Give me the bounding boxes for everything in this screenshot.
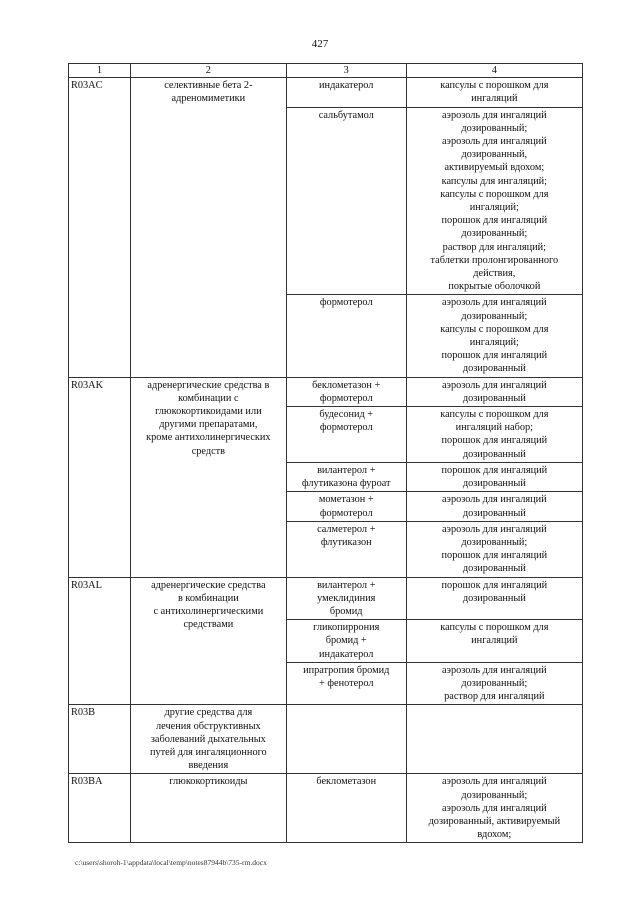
table-row bbox=[69, 377, 583, 406]
dosage-forms-cell-line: ингаляций набор; bbox=[455, 422, 534, 434]
dosage-forms-cell bbox=[406, 577, 582, 620]
dosage-forms-cell-line: порошок для ингаляций bbox=[441, 350, 548, 362]
dosage-forms-cell-line: капсулы с порошком для bbox=[440, 323, 549, 335]
pharmacological-group-cell-line: введения bbox=[188, 760, 229, 772]
pharmacological-group-cell-line: средств bbox=[191, 445, 226, 457]
dosage-forms-cell bbox=[406, 620, 582, 663]
pharmacological-group-cell-line: лечения обструктивных bbox=[156, 720, 261, 732]
dosage-forms-cell-line: таблетки пролонгированного bbox=[430, 254, 559, 266]
dosage-forms-cell bbox=[406, 705, 582, 774]
dosage-forms-cell-line: дозированный bbox=[462, 563, 526, 575]
page-number: 427 bbox=[311, 38, 329, 50]
dosage-forms-cell-line: ингаляций bbox=[471, 93, 518, 105]
table-row bbox=[69, 577, 583, 620]
dosage-forms-cell-line: аэрозоль для ингаляций bbox=[441, 523, 547, 535]
drug-name-cell-line: беклометазон bbox=[316, 776, 377, 788]
dosage-forms-cell-line: аэрозоль для ингаляций bbox=[441, 136, 547, 148]
table-row bbox=[69, 705, 583, 774]
dosage-forms-cell bbox=[406, 521, 582, 577]
dosage-forms-cell-line: раствор для ингаляций; bbox=[442, 241, 546, 253]
pharmacological-group-cell-line: глюкокортикоидами или bbox=[155, 406, 262, 418]
drug-name-cell-line: + фенотерол bbox=[318, 677, 374, 689]
dosage-forms-cell-line: ингаляций; bbox=[469, 202, 519, 214]
drug-name-cell-line: индакатерол bbox=[319, 80, 374, 92]
drug-name-cell-line: флутиказон bbox=[320, 536, 372, 548]
dosage-forms-cell bbox=[406, 107, 582, 295]
drug-classification-table bbox=[68, 63, 583, 843]
drug-name-cell-line: формотерол bbox=[319, 297, 373, 309]
drug-name-cell-line: ипратропия бромид bbox=[303, 664, 390, 676]
pharmacological-group-cell-line: с антихолинергическими bbox=[153, 605, 264, 617]
drug-name-cell-line: бромид + bbox=[325, 635, 367, 647]
pharmacological-group-cell-line: комбинации с bbox=[178, 392, 239, 404]
drug-name-cell bbox=[286, 521, 406, 577]
dosage-forms-cell-line: действия, bbox=[473, 268, 516, 280]
pharmacological-group-cell-line: адренергические средства в bbox=[147, 379, 270, 391]
drug-name-cell-line: индакатерол bbox=[319, 648, 374, 660]
drug-name-cell bbox=[286, 492, 406, 521]
drug-name-cell-line: формотерол bbox=[319, 422, 373, 434]
dosage-forms-cell-line: аэрозоль для ингаляций bbox=[441, 664, 547, 676]
dosage-forms-cell-line: порошок для ингаляций bbox=[441, 215, 548, 227]
dosage-forms-cell-line: покрытые оболочкой bbox=[448, 281, 541, 293]
dosage-forms-cell-line: капсулы для ингаляций; bbox=[441, 175, 548, 187]
dosage-forms-cell-line: дозированный bbox=[462, 507, 526, 519]
pharmacological-group-cell-line: в комбинации bbox=[177, 592, 239, 604]
drug-name-cell-line: формотерол bbox=[319, 392, 373, 404]
dosage-forms-cell bbox=[406, 492, 582, 521]
dosage-forms-cell-line: дозированный; bbox=[461, 122, 528, 134]
dosage-forms-cell bbox=[406, 662, 582, 705]
drug-name-cell bbox=[286, 620, 406, 663]
drug-name-cell bbox=[286, 295, 406, 377]
pharmacological-group-cell-line: средствами bbox=[183, 619, 234, 631]
file-path-footer: c:\users\shoroh-1\appdata\local\temp\notes87944b\735-rm.docx bbox=[75, 858, 267, 867]
drug-name-cell-line: вилантерол + bbox=[317, 579, 376, 591]
pharmacological-group-cell-line: заболеваний дыхательных bbox=[150, 733, 266, 745]
dosage-forms-cell-line: аэрозоль для ингаляций bbox=[441, 494, 547, 506]
pharmacological-group-cell-line: глюкокортикоиды bbox=[169, 776, 248, 788]
dosage-forms-cell-line: порошок для ингаляций bbox=[441, 550, 548, 562]
header-cell-2: 2 bbox=[130, 64, 286, 78]
drug-name-cell-line: беклометазон + bbox=[312, 379, 381, 391]
dosage-forms-cell-line: аэрозоль для ингаляций bbox=[441, 297, 547, 309]
drug-name-cell bbox=[286, 107, 406, 295]
drug-name-cell bbox=[286, 662, 406, 705]
dosage-forms-cell-line: дозированный bbox=[462, 448, 526, 460]
dosage-forms-cell-line: аэрозоль для ингаляций bbox=[441, 802, 547, 814]
dosage-forms-cell-line: дозированный; bbox=[461, 228, 528, 240]
pharmacological-group-cell-line: кроме антихолинергических bbox=[146, 432, 271, 444]
drug-name-cell-line: формотерол bbox=[319, 507, 373, 519]
dosage-forms-cell-line: порошок для ингаляций bbox=[441, 464, 548, 476]
header-cell-4: 4 bbox=[406, 64, 582, 78]
dosage-forms-cell-line: дозированный; bbox=[461, 677, 528, 689]
dosage-forms-cell bbox=[406, 295, 582, 377]
dosage-forms-cell bbox=[406, 462, 582, 491]
drug-name-cell bbox=[286, 407, 406, 463]
table-header-row bbox=[69, 64, 583, 78]
dosage-forms-cell bbox=[406, 78, 582, 107]
drug-name-cell-line: салметерол + bbox=[317, 523, 376, 535]
pharmacological-group-cell-line: адренергические средства bbox=[151, 579, 266, 591]
pharmacological-group-cell-line: адреномиметики bbox=[171, 93, 246, 105]
drug-name-cell-line: гликопиррония bbox=[313, 622, 380, 634]
atc-code-cell: R03AC bbox=[69, 78, 131, 377]
dosage-forms-cell-line: дозированный, активируемый bbox=[428, 815, 561, 827]
dosage-forms-cell-line: аэрозоль для ингаляций bbox=[441, 109, 547, 121]
drug-name-cell-line: будесонид + bbox=[319, 409, 374, 421]
pharmacological-group-cell bbox=[130, 78, 286, 377]
drug-name-cell-line: бромид bbox=[329, 605, 363, 617]
drug-name-cell-line: мометазон + bbox=[318, 494, 374, 506]
atc-code-cell: R03BA bbox=[69, 774, 131, 843]
pharmacological-group-cell-line: путей для ингаляционного bbox=[149, 746, 267, 758]
drug-name-cell bbox=[286, 377, 406, 406]
pharmacological-group-cell bbox=[130, 377, 286, 577]
atc-code-cell: R03AK bbox=[69, 377, 131, 577]
dosage-forms-cell-line: дозированный; bbox=[461, 310, 528, 322]
drug-name-cell bbox=[286, 462, 406, 491]
dosage-forms-cell-line: дозированный bbox=[462, 478, 526, 490]
atc-code-cell: R03B bbox=[69, 705, 131, 774]
dosage-forms-cell-line: ингаляций bbox=[471, 635, 518, 647]
dosage-forms-cell bbox=[406, 407, 582, 463]
header-cell-3: 3 bbox=[286, 64, 406, 78]
header-cell-1: 1 bbox=[69, 64, 131, 78]
drug-name-cell-line: сальбутамол bbox=[318, 109, 374, 121]
drug-name-cell-line: умеклидиния bbox=[317, 592, 376, 604]
dosage-forms-cell-line: дозированный bbox=[462, 392, 526, 404]
dosage-forms-cell-line: дозированный bbox=[462, 592, 526, 604]
dosage-forms-cell bbox=[406, 774, 582, 843]
pharmacological-group-cell-line: другими препаратами, bbox=[159, 419, 258, 431]
pharmacological-group-cell bbox=[130, 577, 286, 705]
dosage-forms-cell bbox=[406, 377, 582, 406]
table-row bbox=[69, 78, 583, 107]
dosage-forms-cell-line: порошок для ингаляций bbox=[441, 579, 548, 591]
dosage-forms-cell-line: порошок для ингаляций bbox=[441, 435, 548, 447]
dosage-forms-cell-line: ингаляций; bbox=[469, 337, 519, 349]
dosage-forms-cell-line: капсулы с порошком для bbox=[440, 409, 549, 421]
pharmacological-group-cell bbox=[130, 705, 286, 774]
dosage-forms-cell-line: капсулы с порошком для bbox=[440, 188, 549, 200]
drug-name-cell bbox=[286, 705, 406, 774]
dosage-forms-cell-line: активируемый вдохом; bbox=[444, 162, 545, 174]
dosage-forms-cell-line: аэрозоль для ингаляций bbox=[441, 776, 547, 788]
dosage-forms-cell-line: дозированный; bbox=[461, 789, 528, 801]
drug-name-cell bbox=[286, 78, 406, 107]
table-row bbox=[69, 774, 583, 843]
dosage-forms-cell-line: капсулы с порошком для bbox=[440, 622, 549, 634]
drug-name-cell-line: вилантерол + bbox=[317, 464, 376, 476]
dosage-forms-cell-line: дозированный, bbox=[461, 149, 528, 161]
drug-name-cell bbox=[286, 577, 406, 620]
pharmacological-group-cell-line: другие средства для bbox=[164, 707, 253, 719]
pharmacological-group-cell-line: селективные бета 2- bbox=[164, 80, 253, 92]
dosage-forms-cell-line: капсулы с порошком для bbox=[440, 80, 549, 92]
dosage-forms-cell-line: раствор для ингаляций bbox=[444, 691, 545, 703]
dosage-forms-cell-line: дозированный; bbox=[461, 536, 528, 548]
pharmacological-group-cell bbox=[130, 774, 286, 843]
dosage-forms-cell-line: вдохом; bbox=[477, 829, 512, 841]
dosage-forms-cell-line: аэрозоль для ингаляций bbox=[441, 379, 547, 391]
drug-name-cell bbox=[286, 774, 406, 843]
drug-name-cell-line: флутиказона фуроат bbox=[301, 478, 391, 490]
atc-code-cell: R03AL bbox=[69, 577, 131, 705]
dosage-forms-cell-line: дозированный bbox=[462, 363, 526, 375]
